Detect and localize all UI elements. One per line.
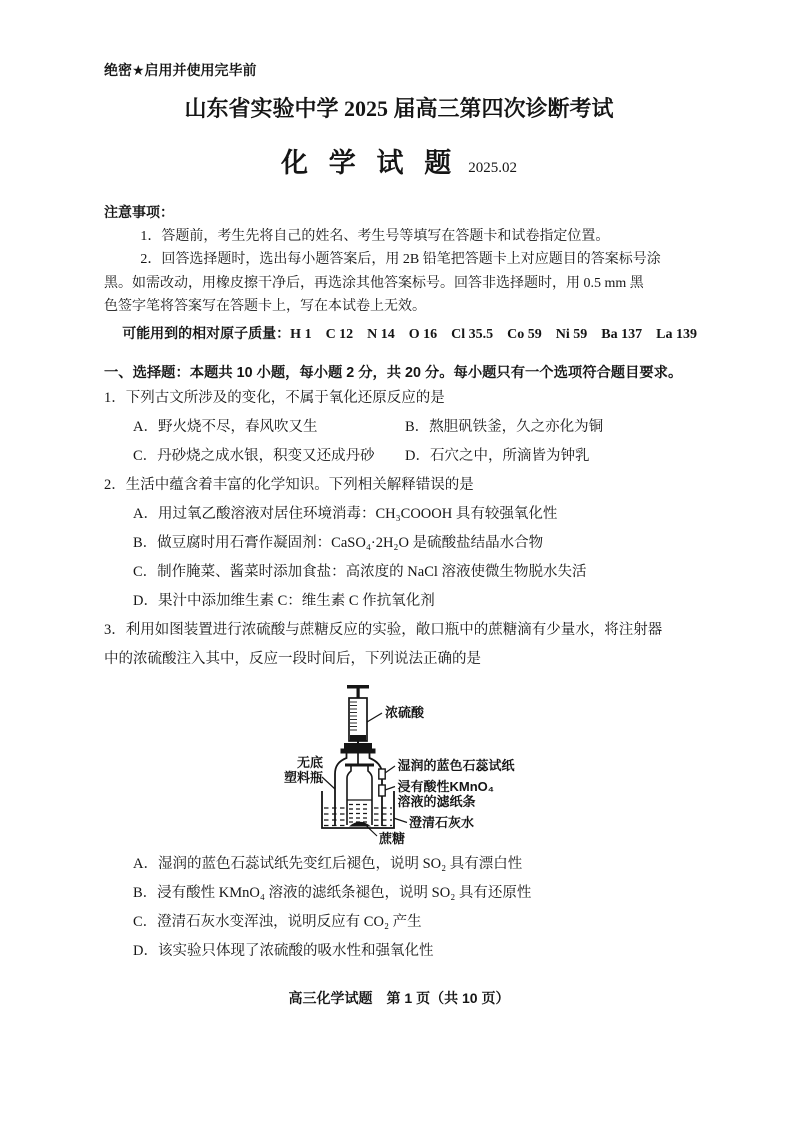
question-2-option-b: B．做豆腐时用石膏作凝固剂：CaSO₄·2H₂O 是硫酸盐结晶水合物 <box>133 535 544 551</box>
question-2-option-a: A．用过氧乙酸溶液对居住环境消毒：CH₃COOOH 具有较强氧化性 <box>133 506 558 522</box>
question-2-option-d: D．果汁中添加维生素 C：维生素 C 作抗氧化剂 <box>133 593 435 609</box>
question-3-stem-line-2: 中的浓硫酸注入其中，反应一段时间后，下列说法正确的是 <box>104 651 481 667</box>
notice-item-2-line-3: 色签字笔将答案写在答题卡上，写在本试卷上无效。 <box>104 299 426 314</box>
figure-label-acid: 浓硫酸 <box>385 705 425 720</box>
page-footer: 高三化学试题 第 1 页（共 10 页） <box>288 990 510 1006</box>
question-3 <box>104 616 694 966</box>
exam-title: 山东省实验中学 2025 届高三第四次诊断考试 <box>184 96 614 121</box>
question-1-stem: 1．下列古文所涉及的变化，不属于氧化还原反应的是 <box>104 390 445 406</box>
question-3-stem-line-1: 3．利用如图装置进行浓硫酸与蔗糖反应的实验，敞口瓶中的蔗糖滴有少量水，将注射器 <box>104 622 663 638</box>
question-1 <box>104 384 694 471</box>
litmus-paper-strip <box>379 769 385 779</box>
subject-title: 化 学 试 题 <box>281 148 459 178</box>
inner-bottle-icon <box>345 764 374 826</box>
question-1-option-a: A．野火烧不尽，春风吹又生 <box>133 419 318 435</box>
question-3-option-d: D．该实验只体现了浓硫酸的吸水性和强氧化性 <box>133 943 434 959</box>
figure-label-limewater: 澄清石灰水 <box>409 815 475 830</box>
atomic-masses-line: 可能用到的相对原子质量：H 1 C 12 N 14 O 16 Cl 35.5 Co 59 Ni 59 Ba 137 La 139 <box>122 326 697 342</box>
figure-label-sucrose: 蔗糖 <box>379 831 406 846</box>
kmno4-paper-strip <box>379 785 385 796</box>
notice-item-1: 1．答题前，考生先将自己的姓名、考生号等填写在答题卡和试卷指定位置。 <box>140 228 610 244</box>
question-2-option-c: C．制作腌菜、酱菜时添加食盐：高浓度的 NaCl 溶液使微生物脱水失活 <box>133 564 587 580</box>
figure-label-bottle-line1: 无底 <box>296 755 323 770</box>
rubber-stopper-icon <box>341 743 376 754</box>
figure-label-litmus: 湿润的蓝色石蕊试纸 <box>397 758 515 773</box>
notice-heading: 注意事项： <box>104 204 174 220</box>
question-3-option-b: B．浸有酸性 KMnO₄ 溶液的滤纸条褪色，说明 SO₂ 具有还原性 <box>133 885 532 901</box>
apparatus-diagram <box>283 680 583 850</box>
question-2 <box>104 471 694 616</box>
question-1-option-d: D．石穴之中，所滴皆为钟乳 <box>405 448 590 464</box>
question-2-stem: 2．生活中蕴含着丰富的化学知识。下列相关解释错误的是 <box>104 477 474 493</box>
security-note: 绝密★启用并使用完毕前 <box>104 62 257 78</box>
question-1-option-b: B．熬胆矾铁釜，久之亦化为铜 <box>405 419 604 435</box>
apparatus-figure <box>283 680 583 850</box>
notice-item-2-line-2: 黑。如需改动，用橡皮擦干净后，再选涂其他答案标号。回答非选择题时，用 0.5 mm 黑 <box>104 275 644 291</box>
notice-block <box>104 201 697 346</box>
syringe-icon <box>347 685 369 744</box>
question-1-option-c: C．丹砂烧之成水银，积变又还成丹砂 <box>133 448 375 464</box>
question-3-option-c: C．澄清石灰水变浑浊，说明反应有 CO₂ 产生 <box>133 914 422 930</box>
figure-label-bottle-line2: 塑料瓶 <box>283 770 323 785</box>
figure-label-kmno4-line1: 浸有酸性KMnO₄ <box>397 779 494 794</box>
subject-title-row <box>104 144 694 187</box>
question-1-options <box>104 413 694 471</box>
question-3-option-a: A．湿润的蓝色石蕊试纸先变红后褪色，说明 SO₂ 具有漂白性 <box>133 856 523 872</box>
notice-item-2-line-1: 2．回答选择题时，选出每小题答案后，用 2B 铅笔把答题卡上对应题目的答案标号涂 <box>140 252 661 267</box>
exam-date: 2025.02 <box>468 160 517 176</box>
figure-label-kmno4-line2: 溶液的滤纸条 <box>397 794 476 809</box>
section-heading: 一、选择题：本题共 10 小题，每小题 2 分，共 20 分。每小题只有一个选项符合题目要求。 <box>104 365 683 381</box>
